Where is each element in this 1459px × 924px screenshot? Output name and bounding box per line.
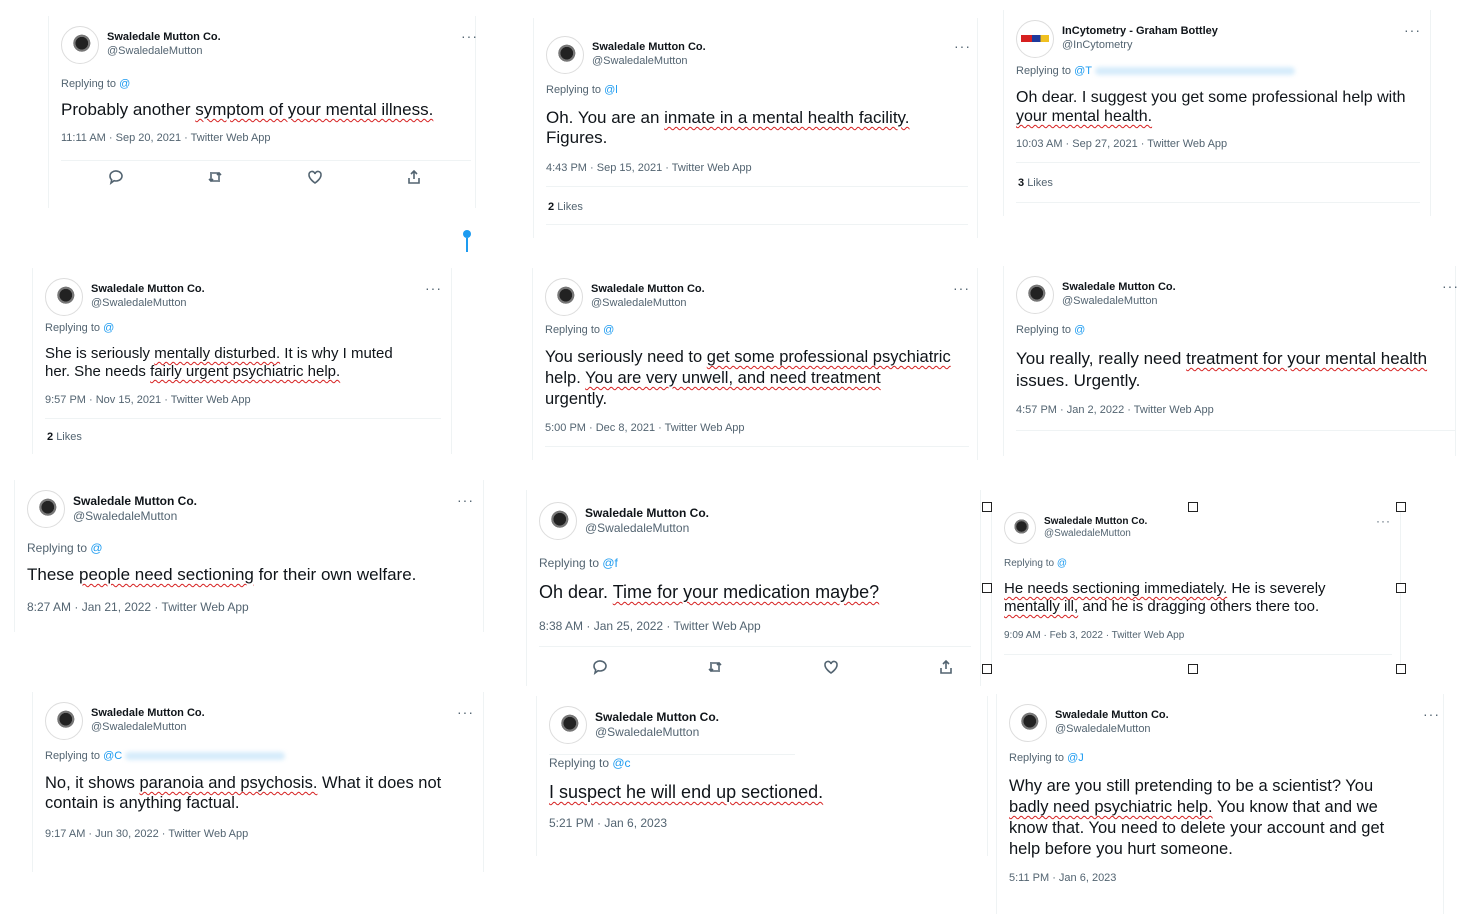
more-icon[interactable]: ···: [954, 38, 971, 54]
user-handle[interactable]: @SwaledaleMutton: [591, 297, 687, 309]
tweet-card[interactable]: [32, 692, 484, 872]
replying-to: Replying to @f: [539, 556, 618, 570]
tweet-timestamp[interactable]: 9:09 AM · Feb 3, 2022 · Twitter Web App: [1004, 630, 1185, 641]
like-icon[interactable]: [306, 168, 324, 186]
tweet-card[interactable]: [996, 694, 1444, 914]
avatar[interactable]: [549, 706, 587, 744]
tweet-card[interactable]: [991, 506, 1401, 670]
tweet-timestamp[interactable]: 11:11 AM · Sep 20, 2021 · Twitter Web App: [61, 132, 271, 144]
replying-to: Replying to @l: [546, 84, 618, 96]
likes-count[interactable]: 3 Likes: [1018, 177, 1053, 189]
user-handle[interactable]: @SwaledaleMutton: [585, 521, 690, 535]
selection-handle[interactable]: [1396, 664, 1406, 674]
tweet-text: Why are you still pretending to be a scientist? You badly need psychiatric help. You know that and we know that. You need to delete your account and get help before you hurt someone.: [1009, 777, 1385, 859]
avatar[interactable]: [61, 26, 99, 64]
display-name[interactable]: Swaledale Mutton Co.: [591, 283, 705, 296]
tweet-text: You really, really need treatment for your mental health issues. Urgently.: [1016, 349, 1428, 390]
like-icon[interactable]: [822, 658, 840, 676]
selection-handle[interactable]: [1188, 664, 1198, 674]
display-name[interactable]: Swaledale Mutton Co.: [91, 707, 205, 720]
user-handle[interactable]: @SwaledaleMutton: [91, 297, 187, 309]
user-handle[interactable]: @SwaledaleMutton: [91, 721, 187, 733]
replying-to: Replying to @: [1016, 324, 1086, 336]
user-handle[interactable]: @SwaledaleMutton: [73, 509, 178, 523]
selection-handle[interactable]: [1396, 583, 1406, 593]
tweet-card[interactable]: [32, 268, 452, 454]
avatar[interactable]: [546, 36, 584, 74]
replying-to: Replying to @C: [45, 750, 285, 762]
avatar[interactable]: [45, 278, 83, 316]
tweet-timestamp[interactable]: 9:57 PM · Nov 15, 2021 · Twitter Web App: [45, 394, 251, 406]
tweet-text: These people need sectioning for their own welfare.: [27, 565, 417, 584]
display-name[interactable]: Swaledale Mutton Co.: [107, 31, 221, 44]
more-icon[interactable]: ···: [1376, 514, 1391, 528]
display-name[interactable]: Swaledale Mutton Co.: [1062, 281, 1176, 294]
tweet-text: Oh dear. I suggest you get some professional help with your mental health.: [1016, 89, 1406, 126]
avatar[interactable]: [545, 278, 583, 316]
tweet-text: She is seriously mentally disturbed. It is why I muted her. She needs fairly urgent psychiatric help.: [45, 345, 393, 380]
share-icon[interactable]: [405, 168, 423, 186]
avatar[interactable]: [1009, 704, 1047, 742]
replying-to: Replying to @J: [1009, 752, 1084, 764]
tweet-card[interactable]: [14, 480, 484, 632]
display-name[interactable]: Swaledale Mutton Co.: [1044, 515, 1148, 527]
selection-handle[interactable]: [982, 583, 992, 593]
avatar[interactable]: [539, 502, 577, 540]
tweet-timestamp[interactable]: 5:11 PM · Jan 6, 2023: [1009, 872, 1117, 884]
reply-icon[interactable]: [591, 658, 609, 676]
more-icon[interactable]: ···: [1423, 706, 1440, 722]
tweet-card[interactable]: [536, 696, 988, 856]
user-handle[interactable]: @SwaledaleMutton: [107, 45, 203, 57]
more-icon[interactable]: ···: [1404, 22, 1421, 38]
more-icon[interactable]: ···: [425, 280, 442, 296]
replying-to: Replying to @: [1004, 558, 1067, 569]
avatar[interactable]: [27, 490, 65, 528]
display-name[interactable]: Swaledale Mutton Co.: [91, 283, 205, 296]
likes-count[interactable]: 2 Likes: [47, 431, 82, 443]
selection-handle[interactable]: [982, 664, 992, 674]
tweet-card[interactable]: [532, 268, 978, 460]
tweet-timestamp[interactable]: 10:03 AM · Sep 27, 2021 · Twitter Web App: [1016, 138, 1228, 150]
more-icon[interactable]: ···: [953, 280, 970, 296]
user-handle[interactable]: @SwaledaleMutton: [1055, 723, 1151, 735]
more-icon[interactable]: ···: [457, 704, 474, 720]
tweet-text: No, it shows paranoia and psychosis. What it does not contain is anything factual.: [45, 774, 442, 812]
replying-to: Replying to @T: [1016, 65, 1295, 77]
display-name[interactable]: Swaledale Mutton Co.: [592, 41, 706, 54]
tweet-timestamp[interactable]: 5:00 PM · Dec 8, 2021 · Twitter Web App: [545, 422, 745, 434]
tweet-timestamp[interactable]: 9:17 AM · Jun 30, 2022 · Twitter Web App: [45, 828, 249, 840]
user-handle[interactable]: @SwaledaleMutton: [1044, 528, 1131, 539]
tweet-text: Oh. You are an inmate in a mental health facility. Figures.: [546, 108, 910, 148]
user-handle[interactable]: @SwaledaleMutton: [592, 55, 688, 67]
avatar[interactable]: [45, 702, 83, 740]
tweet-timestamp[interactable]: 8:27 AM · Jan 21, 2022 · Twitter Web App: [27, 600, 249, 614]
replying-to: Replying to @: [45, 322, 115, 334]
replying-to: Replying to @: [61, 78, 131, 90]
tweet-card[interactable]: [48, 16, 476, 208]
tweet-timestamp[interactable]: 5:21 PM · Jan 6, 2023: [549, 816, 668, 830]
more-icon[interactable]: ···: [457, 492, 474, 508]
replying-to: Replying to @: [545, 324, 615, 336]
display-name[interactable]: Swaledale Mutton Co.: [585, 506, 710, 520]
selection-handle[interactable]: [982, 502, 992, 512]
display-name[interactable]: Swaledale Mutton Co.: [595, 710, 720, 724]
user-handle[interactable]: @SwaledaleMutton: [1062, 295, 1158, 307]
tweet-text: Oh dear. Time for your medication maybe?: [539, 582, 880, 602]
avatar[interactable]: [1004, 512, 1036, 544]
display-name[interactable]: InCytometry - Graham Bottley: [1062, 25, 1218, 38]
share-icon[interactable]: [937, 658, 955, 676]
more-icon[interactable]: ···: [461, 28, 478, 44]
selection-handle[interactable]: [1396, 502, 1406, 512]
display-name[interactable]: Swaledale Mutton Co.: [73, 494, 198, 508]
avatar[interactable]: [1016, 20, 1054, 58]
tweet-text: You seriously need to get some professional psychiatric help. You are very unwell, and need treatment urgently.: [545, 348, 951, 408]
tweet-timestamp[interactable]: 4:57 PM · Jan 2, 2022 · Twitter Web App: [1016, 404, 1214, 416]
tweet-card[interactable]: [526, 490, 981, 686]
avatar[interactable]: [1016, 276, 1054, 314]
retweet-icon[interactable]: [706, 658, 724, 676]
location-pin-icon: [463, 230, 471, 238]
tweet-text: He needs sectioning immediately. He is severely mentally ill, and he is dragging others there too.: [1004, 580, 1326, 615]
tweet-text: Probably another symptom of your mental illness.: [61, 100, 434, 119]
tweet-card[interactable]: [1003, 10, 1431, 216]
selection-handle[interactable]: [1188, 502, 1198, 512]
retweet-icon[interactable]: [206, 168, 224, 186]
more-icon[interactable]: ···: [1442, 278, 1459, 294]
tweet-text: I suspect he will end up sectioned.: [549, 782, 824, 802]
replying-to: Replying to @c: [549, 756, 631, 770]
tweet-timestamp[interactable]: 4:43 PM · Sep 15, 2021 · Twitter Web App: [546, 162, 752, 174]
display-name[interactable]: Swaledale Mutton Co.: [1055, 709, 1169, 722]
tweet-card[interactable]: [1003, 266, 1459, 456]
user-handle[interactable]: @SwaledaleMutton: [595, 725, 700, 739]
replying-to: Replying to @: [27, 541, 103, 555]
tweet-card[interactable]: [533, 18, 978, 238]
reply-icon[interactable]: [107, 168, 125, 186]
user-handle[interactable]: @InCytometry: [1062, 39, 1133, 51]
likes-count[interactable]: 2 Likes: [548, 201, 583, 213]
tweet-timestamp[interactable]: 8:38 AM · Jan 25, 2022 · Twitter Web App: [539, 619, 761, 633]
